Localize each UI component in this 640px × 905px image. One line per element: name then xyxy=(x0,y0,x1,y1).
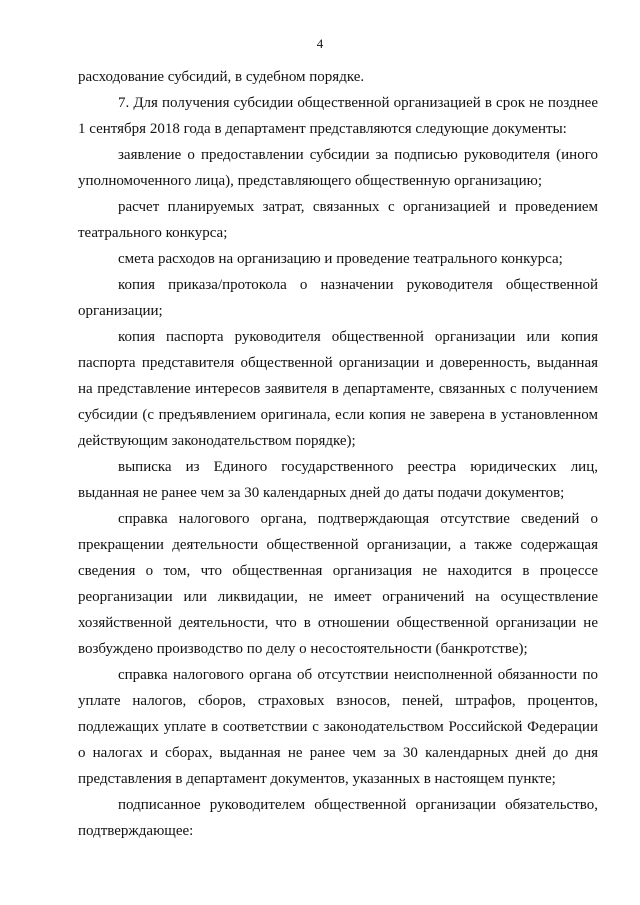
document-body xyxy=(78,64,598,844)
paragraph-registry-extract: выписка из Единого государственного реестра юридических лиц, выданная не ранее чем за 30 календарных дней до даты подачи документов; xyxy=(78,459,598,501)
paragraph-tax-certificate-activity: справка налогового органа, подтверждающая отсутствие сведений о прекращении деятельности общественной организации, а также содержащая сведения о том, что общественная организация не находится в процессе реорганизации или ликвидации, не имеет ограничений на осуществление хозяйственной деятельности, что в отношении общественной организации не возбуждено производство по делу о несостоятельности (банкротстве); xyxy=(78,511,598,657)
paragraph-item-7: 7. Для получения субсидии общественной организацией в срок не позднее 1 сентября 2018 года в департамент представляются следующие документы: xyxy=(78,95,598,137)
paragraph-continuation: расходование субсидий, в судебном порядке. xyxy=(78,69,365,85)
paragraph-tax-certificate-debt: справка налогового органа об отсутствии неисполненной обязанности по уплате налогов, сборов, страховых взносов, пеней, штрафов, процентов, подлежащих уплате в соответствии с законодательством Российской Федерации о налогах и сборах, выданная не ранее чем за 30 календарных дней до дня представления в департамент документов, указанных в настоящем пункте; xyxy=(78,667,598,787)
paragraph-application: заявление о предоставлении субсидии за подписью руководителя (иного уполномоченного лица), представляющего общественную организацию; xyxy=(78,147,598,189)
paragraph-appointment-order: копия приказа/протокола о назначении руководителя общественной организации; xyxy=(78,277,598,319)
paragraph-budget-estimate: смета расходов на организацию и проведение театрального конкурса; xyxy=(118,251,563,267)
paragraph-cost-calculation: расчет планируемых затрат, связанных с организацией и проведением театрального конкурса; xyxy=(78,199,598,241)
page-number: 4 xyxy=(316,36,324,51)
paragraph-passport-copy: копия паспорта руководителя общественной организации или копия паспорта представителя общественной организации и доверенность, выданная на представление интересов заявителя в департаменте, связанных с получением субсидии (с предъявлением оригинала, если копия не заверена в установленном действующим законодательством порядке); xyxy=(78,329,598,449)
paragraph-obligation: подписанное руководителем общественной организации обязательство, подтверждающее: xyxy=(78,797,598,839)
